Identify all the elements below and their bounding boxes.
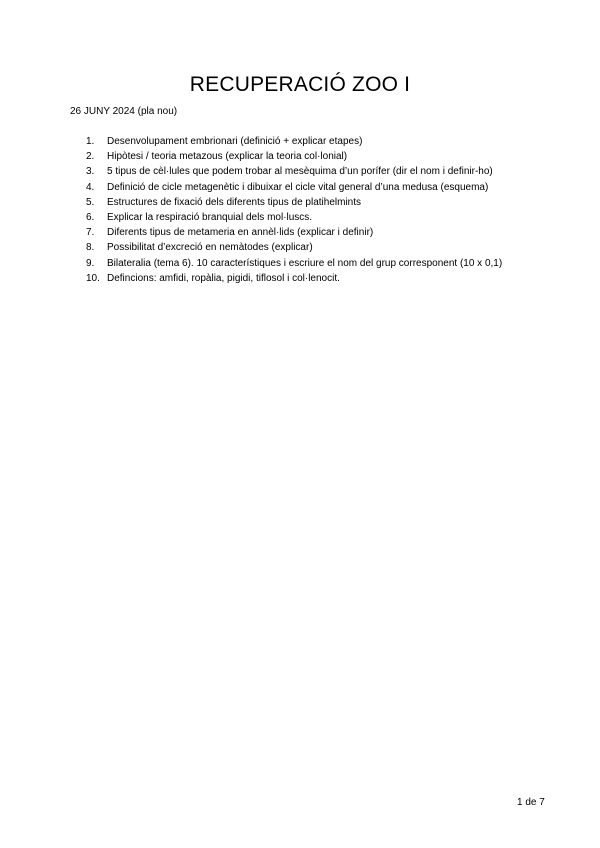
question-number: 10. bbox=[86, 272, 100, 284]
question-number: 9. bbox=[86, 257, 95, 269]
question-number: 7. bbox=[86, 227, 95, 239]
question-text: Diferents tipus de metameria en annèl·lids (explicar i definir) bbox=[107, 227, 374, 239]
question-text: Bilateralia (tema 6). 10 característiques i escriure el nom del grup corresponent (10 x 0,1) bbox=[107, 257, 503, 269]
question-number: 5. bbox=[86, 196, 95, 208]
list-item bbox=[86, 225, 566, 240]
list-item bbox=[86, 134, 566, 149]
page-number: 1 de 7 bbox=[517, 797, 545, 808]
list-item bbox=[86, 180, 566, 195]
list-item bbox=[86, 256, 566, 271]
list-item bbox=[86, 164, 566, 179]
list-item bbox=[86, 210, 566, 225]
question-text: Hipòtesi / teoria metazous (explicar la teoria col·lonial) bbox=[107, 151, 348, 163]
list-item bbox=[86, 271, 566, 286]
exam-date: 26 JUNY 2024 (pla nou) bbox=[70, 106, 178, 117]
question-number: 2. bbox=[86, 151, 95, 163]
question-number: 3. bbox=[86, 166, 95, 178]
question-number: 6. bbox=[86, 211, 95, 223]
question-text: Desenvolupament embrionari (definició + explicar etapes) bbox=[107, 136, 363, 147]
list-item bbox=[86, 195, 566, 210]
question-number: 4. bbox=[86, 181, 95, 193]
list-item bbox=[86, 149, 566, 164]
question-text: 5 tipus de cèl·lules que podem trobar al mesèquima d’un porífer (dir el nom i definir-ho) bbox=[107, 166, 493, 178]
question-text: Definició de cicle metagenètic i dibuixar el cicle vital general d’una medusa (esquema) bbox=[107, 181, 489, 193]
question-text: Defincions: amfidi, ropàlia, pigidi, tiflosol i col·lenocit. bbox=[107, 272, 340, 284]
page-title: RECUPERACIÓ ZOO I bbox=[189, 73, 411, 96]
list-item bbox=[86, 240, 566, 255]
question-number: 1. bbox=[86, 136, 95, 147]
question-number: 8. bbox=[86, 242, 95, 254]
question-text: Possibilitat d’excreció en nemàtodes (explicar) bbox=[107, 242, 313, 254]
question-text: Estructures de fixació dels diferents tipus de platihelmints bbox=[107, 196, 362, 208]
question-list bbox=[86, 134, 566, 286]
question-text: Explicar la respiració branquial dels mol·luscs. bbox=[107, 211, 313, 223]
